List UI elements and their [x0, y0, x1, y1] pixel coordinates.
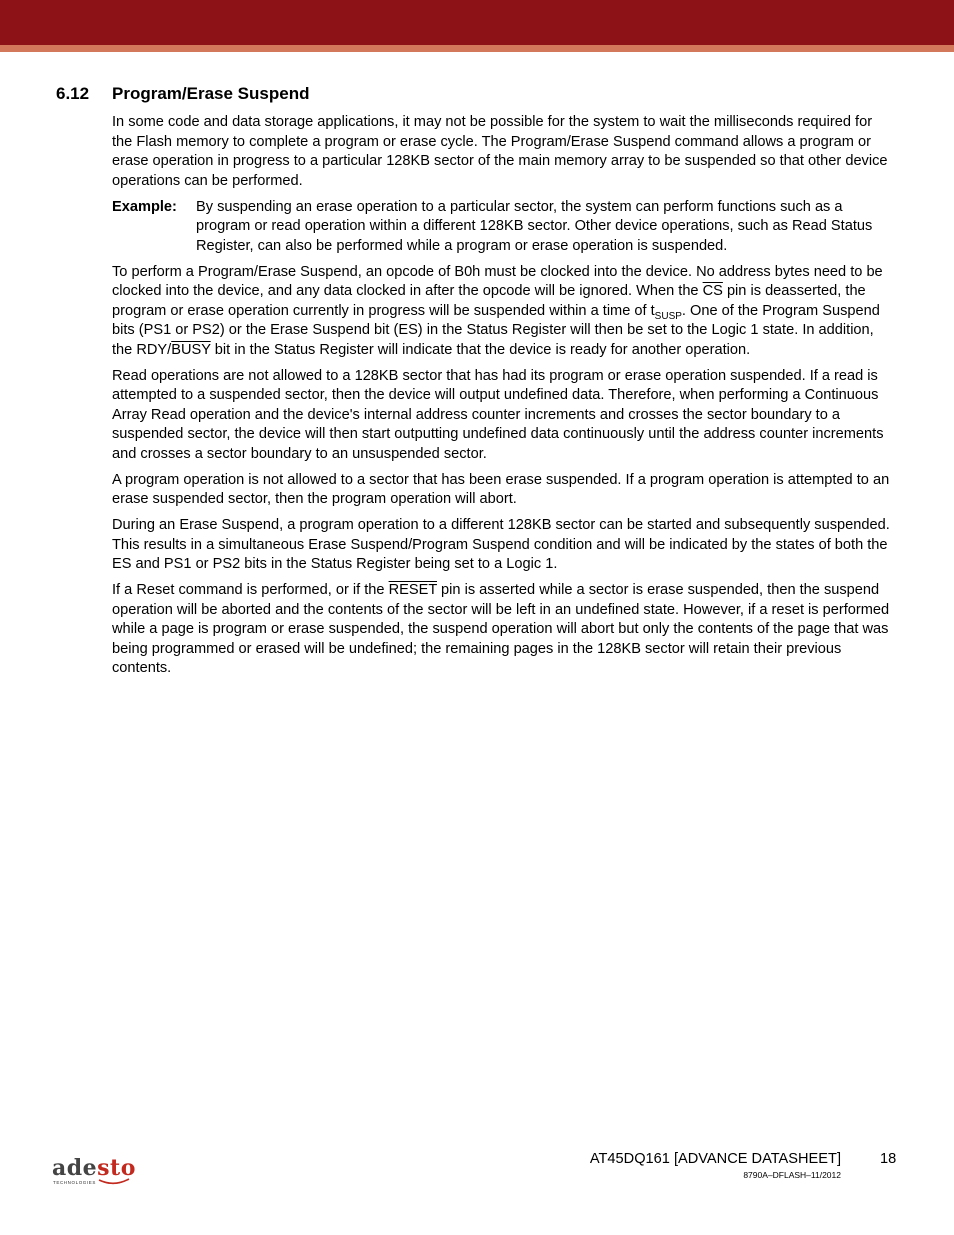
example-block	[112, 198, 896, 257]
body-text	[112, 113, 896, 685]
header-band	[0, 0, 954, 45]
reset-signal: RESET	[388, 582, 437, 598]
paragraph-erase-suspend: During an Erase Suspend, a program operation to a different 128KB sector can be started and subsequently suspended. This results in a simultaneous Erase Suspend/Program Suspend condition and will be indicated by the states of both the ES and PS1 or PS2 bits in the Status Register being set to a Logic 1.	[112, 517, 890, 572]
paragraph-program-operation: A program operation is not allowed to a sector that has been erase suspended. If a program operation is attempted to an erase suspended sector, then the program operation will abort.	[112, 471, 890, 507]
paragraph-reset	[112, 581, 896, 679]
busy-signal: BUSY	[171, 341, 211, 358]
example-label: Example:	[112, 198, 177, 215]
text-segment: To perform a Program/Erase Suspend, an opcode of B0h must be clocked into the device. No address bytes need to be clocked into the device, and any data clocked in after the opcode will be ignored. When the	[112, 263, 883, 299]
document-code: 8790A–DFLASH–11/2012	[743, 1170, 841, 1180]
page-number: 18	[880, 1151, 897, 1167]
logo-text-part: ade	[52, 1155, 98, 1181]
logo-text-accent: sto	[97, 1155, 136, 1181]
section-number: 6.12	[56, 84, 90, 103]
section-heading	[56, 84, 309, 104]
header-stripe	[0, 45, 954, 52]
text-segment: . One of the Program Suspend bits (PS1 or PS2) or the Erase Suspend bit (ES) in the Status Register will then be set to the Logic 1 state. In addition, the RDY/	[112, 302, 880, 358]
section-title: Program/Erase Suspend	[112, 84, 310, 103]
logo-swoosh-icon	[98, 1177, 130, 1185]
document-title: AT45DQ161 [ADVANCE DATASHEET]	[589, 1151, 841, 1167]
adesto-logo	[52, 1155, 136, 1189]
text-segment: pin is deasserted, the program or erase operation currently in progress will be suspended within a time of t	[112, 283, 866, 319]
tsusp-subscript: SUSP	[654, 310, 682, 322]
text-segment: If a Reset command is performed, or if the	[112, 582, 389, 598]
cs-signal: $\overline{CS}$	[702, 283, 723, 299]
text-segment: pin is asserted while a sector is erase suspended, then the suspend operation will be aborted and the contents of the sector will be left in an undefined state. However, if a reset is performed while a page is program or erase suspended, the suspend operation will abort but only the contents of the page that was being programmed or erased will be undefined; the remaining pages in the 128KB sector will retain their previous contents.	[112, 582, 890, 676]
text-segment: bit in the Status Register will indicate that the device is ready for another operation.	[210, 341, 751, 358]
paragraph-intro: In some code and data storage applications, it may not be possible for the system to wait the milliseconds required for the Flash memory to complete a program or erase cycle. The Program/Erase Suspend command allows a program or erase operation in progress to a particular 128KB sector of the main memory array to be suspended so that other device operations can be performed.	[112, 114, 888, 189]
paragraph-read-operations: Read operations are not allowed to a 128KB sector that has had its program or erase operation suspended. If a read is attempted to a suspended sector, then the device will output undefined data. Therefore, when performing a Continuous Array Read operation and the device's internal address counter increments and crosses the sector boundary to a suspended sector, the device will then start outputting undefined data continuously until the address counter increments and crosses a sector boundary to an unsuspended sector.	[112, 367, 884, 462]
paragraph-suspend-procedure	[112, 263, 896, 361]
logo-subtitle: TECHNOLOGIES	[53, 1180, 96, 1185]
example-text: By suspending an erase operation to a particular sector, the system can perform functions such as a program or read operation within a different 128KB sector. Other device operations, such as Read Status Register, can also be performed while a program or erase operation is suspended.	[196, 198, 873, 254]
